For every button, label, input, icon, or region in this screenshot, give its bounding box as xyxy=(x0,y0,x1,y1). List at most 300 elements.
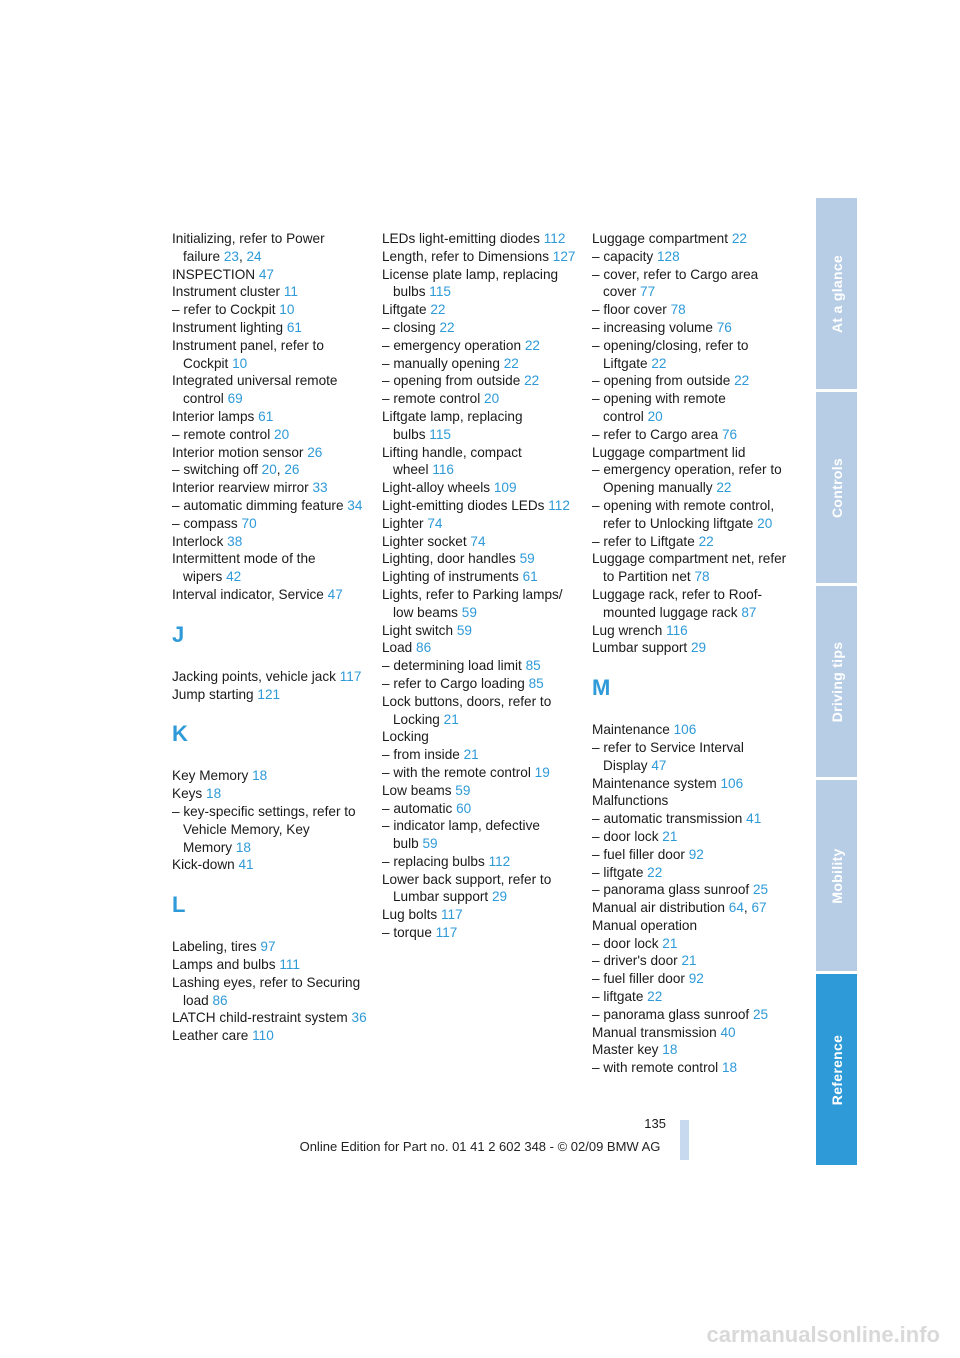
entry-term: Lower back support, refer to Lumbar support xyxy=(382,871,552,905)
page-reference-link[interactable]: 111 xyxy=(279,956,300,972)
entry-term: Maintenance xyxy=(592,722,670,738)
index-entry xyxy=(592,1059,788,1077)
page-reference-link[interactable]: 115 xyxy=(429,284,451,300)
entry-term: Lighting of instruments xyxy=(382,569,519,585)
entry-term: – torque xyxy=(382,925,432,941)
page-reference-link[interactable]: 22 xyxy=(524,373,540,389)
page-reference-link[interactable]: 106 xyxy=(720,775,744,791)
entry-term: – closing xyxy=(382,319,436,335)
page-reference-link[interactable]: 117 xyxy=(435,925,458,941)
index-entry xyxy=(382,853,582,871)
footer-text: Online Edition for Part no. 01 41 2 602 348 - © 02/09 BMW AG xyxy=(299,1139,661,1154)
tab-reference[interactable] xyxy=(816,974,857,1165)
tab-label: Controls xyxy=(828,457,845,518)
index-entry xyxy=(172,319,372,337)
index-entry xyxy=(592,899,788,917)
page-reference-link[interactable]: 87 xyxy=(741,604,757,620)
entry-term: Luggage rack, refer to Roof-mounted luggage rack xyxy=(592,586,763,620)
entry-term: – refer to Cockpit xyxy=(172,302,276,318)
entry-term: Jacking points, vehicle jack xyxy=(172,668,336,684)
page-reference-link[interactable]: 22 xyxy=(647,989,663,1005)
entry-term: – from inside xyxy=(382,747,460,763)
index-entry xyxy=(172,974,372,1010)
page-reference-link[interactable]: 116 xyxy=(432,462,454,478)
page-reference-link[interactable]: 11 xyxy=(283,284,298,300)
index-entry xyxy=(172,856,372,874)
index-entry xyxy=(592,881,788,899)
index-entry xyxy=(592,935,788,953)
section-tabs xyxy=(816,198,857,1168)
page-reference-link[interactable]: 117 xyxy=(440,907,463,923)
page-reference-link[interactable]: 21 xyxy=(463,747,479,763)
page-reference-link[interactable]: 74 xyxy=(427,515,443,531)
entry-term: Interior lamps xyxy=(172,408,255,424)
page-reference-link[interactable]: 22 xyxy=(430,302,446,318)
section-letter: K xyxy=(172,721,188,747)
index-entry xyxy=(592,739,788,775)
index-entry xyxy=(592,497,788,533)
index-entry xyxy=(382,817,582,853)
page-reference-link[interactable]: 112 xyxy=(543,231,566,246)
index-entry xyxy=(382,372,582,390)
index-entry xyxy=(592,230,788,248)
entry-term: Manual transmission xyxy=(592,1024,717,1040)
index-entry xyxy=(382,782,582,800)
page-reference-link[interactable]: 47 xyxy=(651,757,667,773)
page-reference-link[interactable]: 22 xyxy=(651,355,667,371)
index-entry xyxy=(382,639,582,657)
page-reference-link[interactable]: 22 xyxy=(698,533,714,549)
page-reference-link[interactable]: 85 xyxy=(528,675,544,691)
entry-term: – remote control xyxy=(382,391,481,407)
entry-term: – refer to Cargo area xyxy=(592,426,719,442)
index-entry xyxy=(382,515,582,533)
entry-term: – floor cover xyxy=(592,302,667,318)
entry-term: – liftgate xyxy=(592,864,644,880)
page-reference-link[interactable]: 86 xyxy=(212,992,228,1008)
index-entry xyxy=(172,461,372,479)
entry-term: Leather care xyxy=(172,1028,249,1044)
page-reference-link[interactable]: 76 xyxy=(716,319,732,335)
index-entry xyxy=(382,479,582,497)
index-entry xyxy=(382,497,582,515)
index-entry xyxy=(382,764,582,782)
index-entry xyxy=(172,1009,372,1027)
index-entry xyxy=(382,728,582,746)
entry-term: Luggage compartment lid xyxy=(592,444,746,460)
entry-term: Manual air distribution xyxy=(592,900,725,916)
index-entry xyxy=(592,622,788,640)
index-entry xyxy=(172,515,372,533)
index-entry xyxy=(592,810,788,828)
page-reference-link[interactable]: 22 xyxy=(647,864,663,880)
index-entry xyxy=(592,775,788,793)
index-entry xyxy=(382,550,582,568)
page-reference-link[interactable]: 116 xyxy=(666,622,688,638)
page-reference-link[interactable]: 59 xyxy=(519,551,535,567)
page-reference-link[interactable]: 24 xyxy=(246,248,262,264)
page-reference-link[interactable]: 59 xyxy=(461,604,477,620)
entry-term: Maintenance system xyxy=(592,775,717,791)
entry-term: Integrated universal remote control xyxy=(172,373,338,407)
index-entry xyxy=(172,266,372,284)
page-reference-link[interactable]: 117 xyxy=(339,668,362,684)
page-reference-link[interactable]: 22 xyxy=(731,231,747,246)
page-reference-link[interactable]: 26 xyxy=(284,462,300,478)
page-reference-link[interactable]: 42 xyxy=(226,569,242,585)
entry-term: – cover, refer to Cargo area cover xyxy=(592,266,759,300)
entry-term: – refer to Cargo loading xyxy=(382,675,525,691)
entry-term: Lifting handle, compact wheel xyxy=(382,444,522,478)
page-reference-link[interactable]: 23 xyxy=(223,248,239,264)
entry-term: Malfunctions xyxy=(592,793,669,809)
page-reference-link[interactable]: 61 xyxy=(522,569,538,585)
entry-term: – key-specific settings, refer to Vehicle Memory, Key Memory xyxy=(172,803,356,855)
page-reference-link[interactable]: 92 xyxy=(688,846,704,862)
index-entry xyxy=(592,988,788,1006)
index-entry xyxy=(592,372,788,390)
entry-term: License plate lamp, replacing bulbs xyxy=(382,266,559,300)
index-entry xyxy=(592,864,788,882)
page-reference-link[interactable]: 69 xyxy=(227,391,243,407)
entry-term: – emergency operation, refer to Opening manually xyxy=(592,462,782,496)
page-reference-link[interactable]: 112 xyxy=(488,853,511,869)
page-reference-link[interactable]: 47 xyxy=(258,266,274,282)
index-entry xyxy=(172,301,372,319)
page-reference-link[interactable]: 22 xyxy=(439,319,455,335)
index-entry xyxy=(172,586,372,604)
entry-term: – liftgate xyxy=(592,989,644,1005)
index-entry xyxy=(172,479,372,497)
page-reference-link[interactable]: 78 xyxy=(694,569,710,585)
tab-controls[interactable] xyxy=(816,392,857,583)
entry-term: Instrument panel, refer to Cockpit xyxy=(172,337,324,371)
index-column-1 xyxy=(172,230,372,1045)
page-reference-link[interactable]: 20 xyxy=(484,391,500,407)
page-reference-link[interactable]: 47 xyxy=(327,586,343,602)
index-entry xyxy=(592,1041,788,1059)
index-entry xyxy=(592,550,788,586)
entry-term: Manual operation xyxy=(592,917,698,933)
page-reference-link[interactable]: 33 xyxy=(312,480,328,496)
tab-mobility[interactable] xyxy=(816,780,857,971)
entry-term: Interior motion sensor xyxy=(172,444,304,460)
entry-term: Initializing, refer to Power failure xyxy=(172,231,325,264)
entry-term: Lug wrench xyxy=(592,622,663,638)
page-reference-link[interactable]: 20 xyxy=(757,515,773,531)
index-entry xyxy=(382,533,582,551)
index-entry xyxy=(592,533,788,551)
entry-term: – automatic transmission xyxy=(592,811,743,827)
page-reference-link[interactable]: 110 xyxy=(252,1028,274,1044)
entry-term: Interior rearview mirror xyxy=(172,480,309,496)
entry-term: LATCH child-restraint system xyxy=(172,1010,348,1026)
page-reference-link[interactable]: 112 xyxy=(548,497,570,513)
entry-term: Lashing eyes, refer to Securing load xyxy=(172,974,361,1008)
index-entry xyxy=(592,970,788,988)
page-reference-link[interactable]: 21 xyxy=(681,953,697,969)
entry-term: Interval indicator, Service xyxy=(172,586,324,602)
entry-term: – with the remote control xyxy=(382,764,531,780)
page-reference-link[interactable]: 78 xyxy=(670,302,686,318)
index-entry xyxy=(382,924,582,942)
page-reference-link[interactable]: 41 xyxy=(746,811,762,827)
page-reference-link[interactable]: 20 xyxy=(647,408,663,424)
page-reference-link[interactable]: 26 xyxy=(307,444,323,460)
page-reference-link[interactable]: 61 xyxy=(258,408,274,424)
index-entry xyxy=(382,622,582,640)
entry-term: – fuel filler door xyxy=(592,846,685,862)
index-entry xyxy=(172,444,372,462)
entry-term: Instrument cluster xyxy=(172,284,281,300)
entry-term: Instrument lighting xyxy=(172,319,284,335)
index-entry xyxy=(382,746,582,764)
page-reference-link[interactable]: 64 xyxy=(728,900,744,916)
entry-term: Luggage compartment xyxy=(592,231,729,246)
tab-label: At a glance xyxy=(828,254,845,333)
page-reference-link[interactable]: 34 xyxy=(347,497,363,513)
index-entry xyxy=(592,792,788,810)
entry-term: – remote control xyxy=(172,426,271,442)
page-separator: , xyxy=(276,462,281,478)
section-letter: M xyxy=(592,675,611,701)
index-entry xyxy=(592,721,788,739)
page-reference-link[interactable]: 97 xyxy=(260,939,276,955)
page-reference-link[interactable]: 127 xyxy=(552,248,576,264)
entry-term: Lock buttons, doors, refer to Locking xyxy=(382,693,552,727)
index-entry xyxy=(382,230,582,248)
entry-term: – refer to Service Interval Display xyxy=(592,739,744,773)
entry-term: Labeling, tires xyxy=(172,939,257,955)
page-reference-link[interactable]: 61 xyxy=(286,319,302,335)
index-entry xyxy=(172,956,372,974)
section-letter: L xyxy=(172,892,186,918)
entry-term: Lighter xyxy=(382,515,424,531)
index-entry xyxy=(382,657,582,675)
page-reference-link[interactable]: 22 xyxy=(716,480,732,496)
page-reference-link[interactable]: 21 xyxy=(443,711,459,727)
index-entry xyxy=(382,444,582,480)
entry-term: Lumbar support xyxy=(592,640,688,656)
page-reference-link[interactable]: 22 xyxy=(503,355,519,371)
page-reference-link[interactable]: 18 xyxy=(206,786,222,802)
entry-term: – manually opening xyxy=(382,355,500,371)
index-entry xyxy=(382,568,582,586)
page-reference-link[interactable]: 115 xyxy=(429,426,451,442)
page-reference-link[interactable]: 40 xyxy=(720,1024,736,1040)
page-reference-link[interactable]: 18 xyxy=(721,1060,738,1076)
index-entry xyxy=(592,586,788,622)
watermark: carmanualsonline.info xyxy=(706,1322,940,1347)
entry-term: Kick-down xyxy=(172,857,235,873)
page-reference-link[interactable]: 59 xyxy=(455,782,471,798)
index-entry xyxy=(592,337,788,373)
page-separator: , xyxy=(238,248,243,264)
entry-term: Interlock xyxy=(172,533,224,549)
index-entry xyxy=(172,497,372,515)
page-reference-link[interactable]: 18 xyxy=(235,839,251,855)
page-reference-link[interactable]: 10 xyxy=(279,302,295,318)
entry-term: Locking xyxy=(382,729,429,745)
entry-term: Lamps and bulbs xyxy=(172,956,276,972)
page-number: 135 xyxy=(644,1116,666,1131)
entry-term: Light switch xyxy=(382,622,454,638)
page-reference-link[interactable]: 85 xyxy=(525,658,541,674)
index-entry xyxy=(382,871,582,907)
entry-term: Load xyxy=(382,640,413,656)
page-reference-link[interactable]: 106 xyxy=(673,722,697,738)
entry-term: Light-emitting diodes LEDs xyxy=(382,497,545,513)
index-entry xyxy=(382,266,582,302)
index-entry xyxy=(382,337,582,355)
tab-at-a-glance[interactable] xyxy=(816,198,857,389)
entry-term: – replacing bulbs xyxy=(382,853,485,869)
page-reference-link[interactable]: 38 xyxy=(227,533,243,549)
index-entry xyxy=(592,248,788,266)
index-entry xyxy=(172,337,372,373)
entry-term: – door lock xyxy=(592,828,659,844)
entry-term: Light-alloy wheels xyxy=(382,480,491,496)
entry-term: – panorama glass sunroof xyxy=(592,1006,750,1022)
page-reference-link[interactable]: 19 xyxy=(534,764,550,780)
entry-term: – determining load limit xyxy=(382,658,522,674)
tab-label: Reference xyxy=(828,1034,845,1105)
tab-driving-tips[interactable] xyxy=(816,586,857,777)
entry-term: – increasing volume xyxy=(592,319,713,335)
index-entry xyxy=(172,283,372,301)
page-reference-link[interactable]: 18 xyxy=(252,768,268,784)
index-entry xyxy=(382,800,582,818)
index-entry xyxy=(382,675,582,693)
entry-term: – compass xyxy=(172,515,238,531)
page-reference-link[interactable]: 21 xyxy=(662,935,678,951)
entry-term: Lug bolts xyxy=(382,907,438,923)
entry-term: Lighter socket xyxy=(382,533,467,549)
page-reference-link[interactable]: 18 xyxy=(662,1042,678,1058)
index-entry xyxy=(592,301,788,319)
entry-term: Master key xyxy=(592,1042,659,1058)
page-reference-link[interactable]: 59 xyxy=(422,836,438,852)
index-entry xyxy=(592,639,788,657)
entry-term: – refer to Liftgate xyxy=(592,533,695,549)
page-reference-link[interactable]: 70 xyxy=(241,515,257,531)
page-reference-link[interactable]: 10 xyxy=(232,355,248,371)
entry-term: – opening/closing, refer to Liftgate xyxy=(592,337,749,371)
index-entry xyxy=(172,533,372,551)
index-entry xyxy=(592,266,788,302)
index-column-3 xyxy=(592,230,788,1077)
entry-term: Keys xyxy=(172,786,203,802)
entry-term: – opening from outside xyxy=(592,373,731,389)
page-reference-link[interactable]: 67 xyxy=(751,900,767,916)
index-entry xyxy=(592,461,788,497)
index-entry xyxy=(172,1027,372,1045)
index-entry xyxy=(172,785,372,803)
page-reference-link[interactable]: 76 xyxy=(721,426,738,442)
page-reference-link[interactable]: 25 xyxy=(752,882,769,898)
page-reference-link[interactable]: 59 xyxy=(456,622,472,638)
tab-label: Mobility xyxy=(828,847,845,904)
page-reference-link[interactable]: 74 xyxy=(470,533,486,549)
page-reference-link[interactable]: 92 xyxy=(688,971,704,987)
index-entry xyxy=(592,828,788,846)
entry-term: – capacity xyxy=(592,248,654,264)
page-reference-link[interactable]: 21 xyxy=(662,828,678,844)
page-reference-link[interactable]: 41 xyxy=(238,857,254,873)
entry-term: – indicator lamp, defective bulb xyxy=(382,818,540,852)
entry-term: Intermittent mode of the wipers xyxy=(172,551,316,585)
page-reference-link[interactable]: 29 xyxy=(691,640,707,656)
index-entry xyxy=(592,426,788,444)
page-reference-link[interactable]: 25 xyxy=(752,1006,769,1022)
index-entry xyxy=(592,917,788,935)
page-reference-link[interactable]: 20 xyxy=(274,426,290,442)
index-entry xyxy=(382,301,582,319)
index-entry xyxy=(172,686,372,704)
index-entry xyxy=(382,248,582,266)
index-entry xyxy=(172,408,372,426)
index-entry xyxy=(382,586,582,622)
index-entry xyxy=(172,938,372,956)
page-reference-link[interactable]: 77 xyxy=(640,284,656,300)
page-separator: , xyxy=(743,900,748,916)
index-entry xyxy=(172,803,372,856)
page-reference-link[interactable]: 86 xyxy=(416,640,432,656)
index-entry xyxy=(592,846,788,864)
entry-term: LEDs light-emitting diodes xyxy=(382,231,540,246)
index-entry xyxy=(592,952,788,970)
page-reference-link[interactable]: 109 xyxy=(493,480,517,496)
index-entry xyxy=(382,408,582,444)
page-reference-link[interactable]: 128 xyxy=(657,248,680,264)
entry-term: Low beams xyxy=(382,782,452,798)
index-entry xyxy=(172,550,372,586)
entry-term: – automatic xyxy=(382,800,453,816)
page-reference-link[interactable]: 36 xyxy=(351,1010,367,1026)
entry-term: Liftgate lamp, replacing bulbs xyxy=(382,408,523,442)
index-entry xyxy=(592,390,788,426)
index-entry xyxy=(382,906,582,924)
entry-term: – opening with remote control, refer to Unlocking liftgate xyxy=(592,497,775,531)
index-entry xyxy=(172,767,372,785)
page-reference-link[interactable]: 22 xyxy=(524,337,540,353)
index-entry xyxy=(592,1024,788,1042)
index-entry xyxy=(382,355,582,373)
entry-term: – opening from outside xyxy=(382,373,521,389)
index-entry xyxy=(382,319,582,337)
entry-term: – door lock xyxy=(592,935,659,951)
entry-term: Liftgate xyxy=(382,302,427,318)
index-entry xyxy=(172,230,372,266)
page-reference-link[interactable]: 29 xyxy=(492,889,508,905)
index-entry xyxy=(592,319,788,337)
entry-term: – switching off xyxy=(172,462,258,478)
index-entry xyxy=(592,1006,788,1024)
entry-term: Luggage compartment net, refer to Partition net xyxy=(592,551,787,585)
index-entry xyxy=(382,390,582,408)
index-entry xyxy=(592,444,788,462)
page-reference-link[interactable]: 60 xyxy=(456,800,472,816)
page-reference-link[interactable]: 20 xyxy=(261,462,277,478)
section-letter: J xyxy=(172,621,185,647)
page-reference-link[interactable]: 22 xyxy=(734,373,750,389)
entry-term: Length, refer to Dimensions xyxy=(382,248,549,264)
index-entry xyxy=(172,372,372,408)
index-column-2 xyxy=(382,230,582,942)
tab-label: Driving tips xyxy=(828,641,845,722)
entry-term: Jump starting xyxy=(172,686,254,702)
page-reference-link[interactable]: 121 xyxy=(257,686,281,702)
